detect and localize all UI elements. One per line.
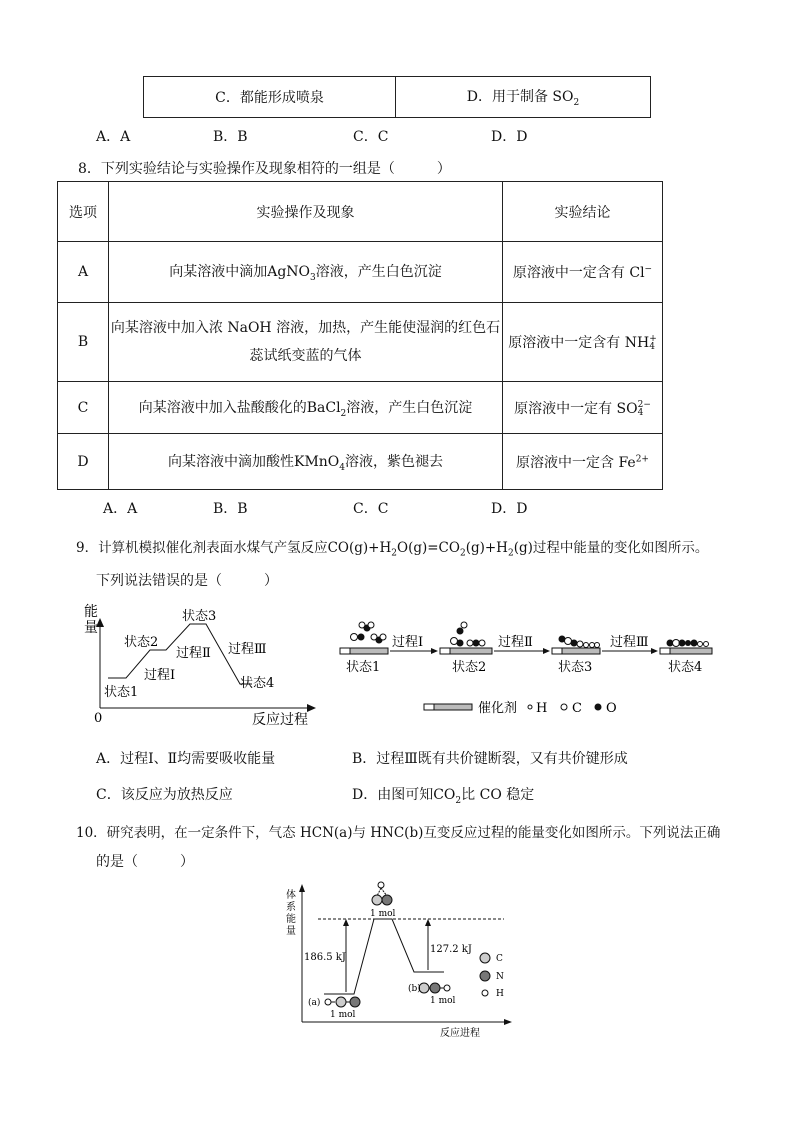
q8-row-label: D — [58, 434, 109, 490]
q9-equation: $CO(g)+H_2O(g)=CO_2(g)+H_2(g)$ — [327, 540, 533, 559]
q7-option-c: C．C — [353, 129, 389, 145]
legend-catalyst: 催化剂 — [478, 701, 518, 716]
q8-option-c: C．C — [353, 501, 389, 517]
legend-h-icon — [528, 705, 532, 709]
catalyst-strip-2 — [440, 648, 492, 654]
q9-energy-graph — [80, 600, 320, 730]
legend-o: O — [606, 701, 617, 716]
q9-graph-process3: 过程Ⅲ — [228, 642, 267, 657]
q9-graph-xlabel: 反应过程 — [252, 712, 308, 728]
q9-graph-state2: 状态2 — [124, 635, 159, 650]
q9-reaction-scheme — [330, 615, 730, 725]
q8-header-operation: 实验操作及现象 — [109, 182, 503, 242]
catalyst-strip-4 — [660, 648, 712, 654]
q10-e1: 186.5 kJ — [304, 952, 346, 963]
scheme-state1: 状态1 — [346, 660, 381, 675]
q9-option-a: A．过程Ⅰ、Ⅱ均需要吸收能量 — [96, 751, 276, 767]
scheme-state2: 状态2 — [452, 660, 487, 675]
q7-option-a: A．A — [96, 129, 131, 145]
q8-row-conclusion: 原溶液中一定含有 NH + 4 — [503, 303, 663, 382]
q9-graph-ylabel-1: 能 — [84, 604, 98, 620]
q10-legend-c: C — [496, 954, 503, 964]
q8-row-conclusion: 原溶液中一定有 SO 2− 4 — [503, 382, 663, 434]
molecules-state1 — [351, 622, 387, 644]
q10-transition-molecule — [372, 882, 392, 905]
q8-row-conclusion: 原溶液中一定含 $Fe^{2+}$ — [503, 434, 663, 490]
q10-molecule-b — [419, 983, 450, 993]
q9-option-b: B．过程Ⅲ既有共价键断裂，又有共价键形成 — [352, 751, 628, 767]
legend-c: C — [572, 701, 582, 716]
q7-cell-c: C．都能形成喷泉 — [144, 77, 396, 118]
table-row — [58, 303, 663, 382]
molecules-state4 — [667, 640, 709, 647]
q8-row-operation-line2: 蕊试纸变蓝的气体 — [249, 348, 362, 364]
scheme-state3: 状态3 — [558, 660, 593, 675]
table-row — [58, 382, 663, 434]
q9-graph-ylabel-2: 量 — [84, 620, 98, 636]
q8-header-conclusion: 实验结论 — [503, 182, 663, 242]
q9-graph-process2: 过程Ⅱ — [176, 646, 211, 661]
q10-energy-graph — [284, 876, 520, 1042]
q8-row-label: B — [58, 303, 109, 382]
q8-row-operation: 向某溶液中加入盐酸酸化的BaCl$_2$溶液，产生白色沉淀 — [109, 382, 503, 434]
q9-option-d: D．由图可知$CO_2$比 CO 稳定 — [352, 787, 535, 806]
q10-label-b: (b) — [408, 984, 421, 994]
q9-stem: 9．计算机模拟催化剂表面水煤气产氢反应$CO(g)+H_2O(g)=CO_2(g)+H_2(g)$过程中能量的变化如图所示。 — [76, 540, 709, 559]
q10-legend-h-icon — [482, 990, 488, 996]
q10-ylabel-2: 系 — [286, 902, 296, 913]
q10-stem: 10．研究表明，在一定条件下，气态 HCN(a)与 HNC(b)互变反应过程的能量变化如图所示。下列说法正确 — [76, 825, 721, 841]
q10-label-a: (a) — [308, 998, 321, 1008]
legend-c-icon — [561, 704, 567, 710]
q10-molecule-a — [325, 997, 360, 1007]
catalyst-strip-3 — [552, 648, 600, 654]
q7-option-b: B．B — [213, 129, 248, 145]
scheme-process1: 过程Ⅰ — [392, 635, 424, 650]
q8-row-label: C — [58, 382, 109, 434]
q9-stem-line2: 下列说法错误的是（ ） — [96, 573, 278, 589]
q9-graph-origin: 0 — [94, 711, 103, 726]
q10-legend-n-icon — [480, 971, 490, 981]
q8-row-operation-line1: 向某溶液中加入浓 NaOH 溶液，加热，产生能使湿润的红色石 — [110, 320, 501, 336]
scheme-process3: 过程Ⅲ — [610, 635, 649, 650]
q8-row-operation — [109, 303, 503, 382]
q10-mol-a: 1 mol — [330, 1010, 356, 1020]
table-row — [58, 242, 663, 303]
q8-row-conclusion: 原溶液中一定含有 Cl− — [503, 242, 663, 303]
q9-graph-process1: 过程Ⅰ — [144, 668, 176, 683]
q10-mol-top: 1 mol — [370, 909, 396, 919]
q10-ylabel-3: 能 — [286, 914, 296, 925]
molecules-state3 — [559, 636, 600, 648]
q8-row-operation: 向某溶液中滴加AgNO$_3$溶液，产生白色沉淀 — [109, 242, 503, 303]
q7-option-table — [143, 76, 651, 118]
q8-row-label: A — [58, 242, 109, 303]
q10-ylabel-4: 量 — [286, 926, 296, 937]
scheme-process2: 过程Ⅱ — [498, 635, 533, 650]
catalyst-strip-1 — [340, 648, 388, 654]
legend-h: H — [536, 701, 548, 716]
q9-option-c: C．该反应为放热反应 — [96, 787, 233, 803]
q10-stem-line2: 的是（ ） — [96, 854, 194, 870]
q9-graph-state4: 状态4 — [240, 676, 275, 691]
q8-option-d: D．D — [491, 501, 528, 517]
q10-ylabel-1: 体 — [286, 890, 296, 901]
q10-mol-b: 1 mol — [430, 996, 456, 1006]
q8-row-operation: 向某溶液中滴加酸性KMnO$_4$溶液，紫色褪去 — [109, 434, 503, 490]
molecules-state2 — [451, 622, 486, 647]
q8-option-a: A．A — [103, 501, 138, 517]
q9-graph-state3: 状态3 — [182, 609, 217, 624]
q10-legend-h: H — [496, 989, 504, 999]
q8-header-option: 选项 — [58, 182, 109, 242]
scheme-state4: 状态4 — [668, 660, 703, 675]
q8-table — [57, 181, 663, 490]
q7-cell-d: D．用于制备 $SO_2$ — [396, 77, 651, 118]
q9-graph-state1: 状态1 — [104, 685, 139, 700]
q10-legend-c-icon — [480, 953, 490, 963]
q10-xlabel: 反应进程 — [440, 1028, 480, 1039]
q8-stem: 8．下列实验结论与实验操作及现象相符的一组是（ ） — [78, 161, 451, 177]
table-row — [58, 434, 663, 490]
q8-option-b: B．B — [213, 501, 248, 517]
legend-o-icon — [595, 704, 602, 711]
q10-legend-n: N — [496, 972, 504, 982]
q7-option-d: D．D — [491, 129, 528, 145]
q10-e2: 127.2 kJ — [430, 944, 472, 955]
